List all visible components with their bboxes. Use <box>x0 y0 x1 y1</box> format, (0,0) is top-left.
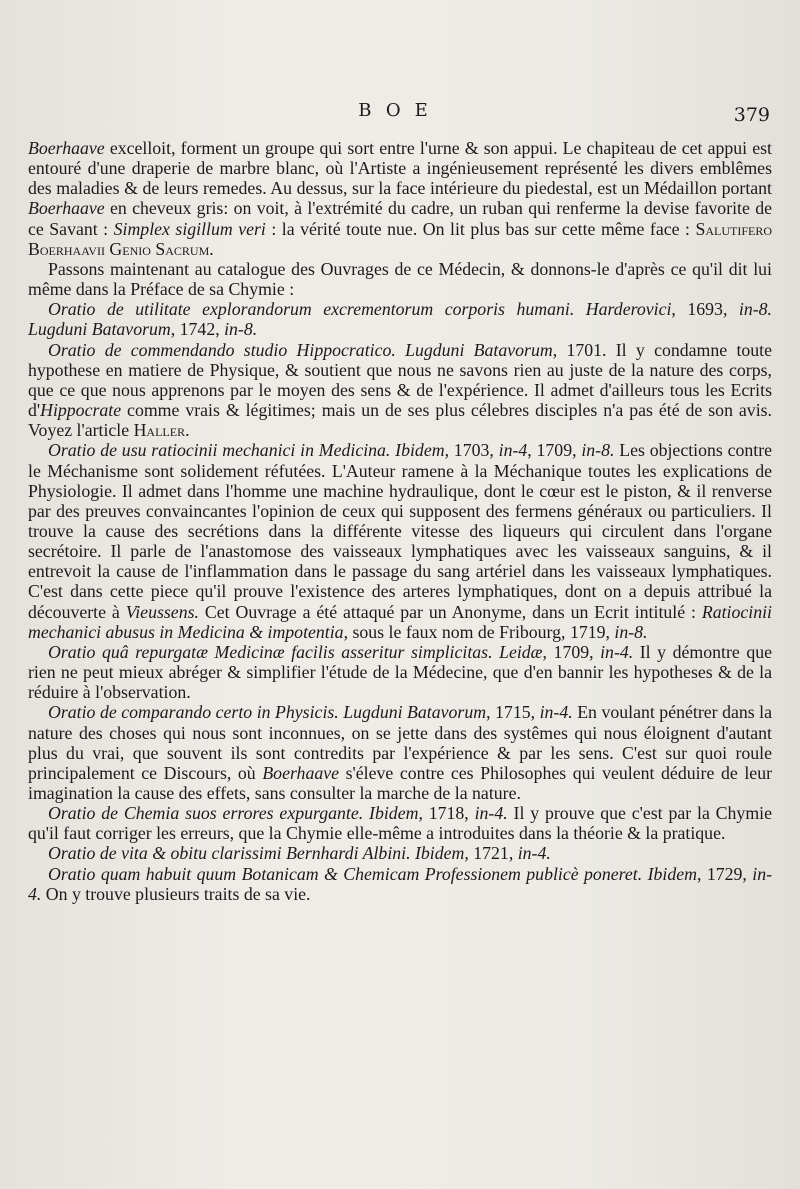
italic-text: Oratio de commendando studio Hippocratico. Lugduni Batavorum <box>48 339 553 360</box>
italic-text: Vieussens. <box>125 601 199 622</box>
text-run: , 1718, <box>418 803 475 824</box>
bibliography-entry <box>28 843 772 863</box>
paragraph <box>28 138 772 259</box>
text-run: comme vrais & légitimes; mais un de ses plus célebres disciples n'a pas été de son avis. Voyez l'article <box>28 400 772 441</box>
page-header <box>0 96 800 130</box>
text-run: , 1721, <box>464 843 518 864</box>
bibliography-entry <box>28 864 772 904</box>
bibliography-entry <box>28 803 772 843</box>
text-run: , sous le faux nom de Fribourg, 1719, <box>343 621 615 642</box>
bibliography-entry <box>28 440 772 642</box>
text-run: , 1701. Il y condamne toute hypothese en matiere de Physique, & soutient que nous ne savons rien au juste de la nature des corps, que ce que nous apprenons par le moyen des sens & de l'expérience. Il admet d'ailleurs tous les Ecrits d' <box>28 339 772 421</box>
text-run: , 1693, <box>671 299 739 320</box>
running-head: BOE <box>358 100 442 121</box>
text-run: En voulant pénétrer dans la nature des choses qui nous sont inconnues, on se jette dans des systêmes qui nous éloignent d'autant plus du vrai, que souvent ils sont contredits par l'expérience & par les sens. C'est sur quoi roule principalement ce Discours, où <box>28 702 773 783</box>
text-run: Passons maintenant au catalogue des Ouvrages de ce Médecin, & donnons-le d'après ce qu'il dit lui même dans la Préface de sa Chymie : <box>28 258 772 300</box>
italic-text: Oratio quâ repurgatæ Medicinæ facilis asseritur simplicitas. Leidæ <box>48 641 543 662</box>
italic-text: in-8. <box>224 319 258 340</box>
text-run: , 1742, <box>170 319 225 340</box>
text-run: , 1709, <box>542 641 601 662</box>
text-run: Cet Ouvrage a été attaqué par un Anonyme, dans un Ecrit intitulé : <box>198 601 702 622</box>
italic-text: in-4. <box>539 702 573 723</box>
bibliography-entry <box>28 299 772 339</box>
text-run: , 1703, <box>444 440 499 461</box>
italic-text: Oratio de usu ratiocinii mechanici in Medicina. Ibidem <box>48 440 445 461</box>
italic-text: Oratio de utilitate explorandorum excrementorum corporis humani. Harderovici <box>48 299 672 320</box>
text-run: s'éleve contre ces Philosophes qui veulent déduire de leur imagination la cause des effets, sans consulter la marche de la nature. <box>28 762 773 803</box>
text-run: , 1729, <box>696 863 753 884</box>
small-caps-text: Salutifero Boerhaavii Genio Sacrum. <box>28 218 772 259</box>
italic-text: in-4. <box>474 803 508 824</box>
text-run: : la vérité toute nue. On lit plus bas sur cette même face : <box>265 218 696 239</box>
text-run: On y trouve plusieurs traits de sa vie. <box>41 883 311 904</box>
italic-text: Ratiocinii mechanici abusus in Medicina & impotentia <box>28 601 772 642</box>
italic-text: in-4. <box>517 843 551 864</box>
body-text <box>28 138 772 904</box>
small-caps-text: Haller. <box>133 420 190 441</box>
italic-text: Oratio de comparando certo in Physicis. Lugduni Batavorum <box>48 702 487 723</box>
italic-text: Boerhaave <box>28 138 105 158</box>
bibliography-entry <box>28 340 772 441</box>
text-run: Il y prouve que c'est par la Chymie qu'il faut corriger les erreurs, que la Chymie elle-même a introduites dans la théorie & la pratique. <box>28 803 772 844</box>
text-run: , 1715, <box>486 702 540 723</box>
italic-text: in-8. Lugduni Batavorum <box>28 299 772 340</box>
page-number: 379 <box>733 104 770 126</box>
italic-text: Boerhaave <box>28 198 105 219</box>
paragraph <box>28 259 772 299</box>
bibliography-entry <box>28 702 772 803</box>
italic-text: Oratio quam habuit quum Botanicam & Chemicam Professionem publicè poneret. Ibidem <box>48 863 697 884</box>
italic-text: in-4. <box>28 863 773 904</box>
italic-text: Hippocrate <box>40 400 122 421</box>
italic-text: in-8. <box>581 440 615 461</box>
text-run: Les objections contre le Méchanisme sont solidement réfutées. L'Auteur ramene à la Méchanique toutes les explications de Physiologie. Il admet dans l'homme une machine hydraulique, dont le cœur est le piston, & il renverse par des preuves convaincantes l'opinion de ceux qui supposent des fermens généraux ou particuliers. Il trouve la cause des secrétions dans la différente vitesse des liqueurs qui circulent dans l'organe secrétoire. Il parle de l'anastomose des vaisseaux lymphatiques avec les vaisseaux sanguins, & il entrevoit la cause de l'inflammation dans le passage du sang artériel dans les vaisseaux lymphatiques. C'est dans cette piece qu'il prouve l'existence des arteres lymphatiques, dont on a depuis attribué la découverte à <box>28 440 773 622</box>
bibliography-entry <box>28 642 772 702</box>
italic-text: in-4 <box>498 440 528 461</box>
text-run: , 1709, <box>527 440 582 461</box>
italic-text: in-4. <box>600 641 634 662</box>
text-run: Il y démontre que rien ne peut mieux abréger & simplifier l'étude de la Médecine, que d'en bannir les hypotheses & de la réduire à l'observation. <box>28 641 772 703</box>
italic-text: Simplex sigillum veri <box>113 218 266 239</box>
italic-text: Boerhaave <box>262 762 340 783</box>
italic-text: Oratio de Chemia suos errores expurgante. Ibidem <box>48 803 419 824</box>
italic-text: in-8. <box>614 621 648 642</box>
italic-text: Oratio de vita & obitu clarissimi Bernhardi Albini. Ibidem <box>48 843 465 864</box>
text-run: en cheveux gris: on voit, à l'extrémité du cadre, un ruban qui renferme la devise favorite de ce Savant : <box>28 198 772 239</box>
text-run: excelloit, forment un groupe qui sort entre l'urne & son appui. Le chapiteau de cet appui est entouré d'une draperie de marbre blanc, où l'Artiste a ingénieusement représenté les divers emblêmes des maladies & de leurs remedes. Au dessus, sur la face intérieure du piedestal, est un Médaillon portant <box>28 138 772 199</box>
